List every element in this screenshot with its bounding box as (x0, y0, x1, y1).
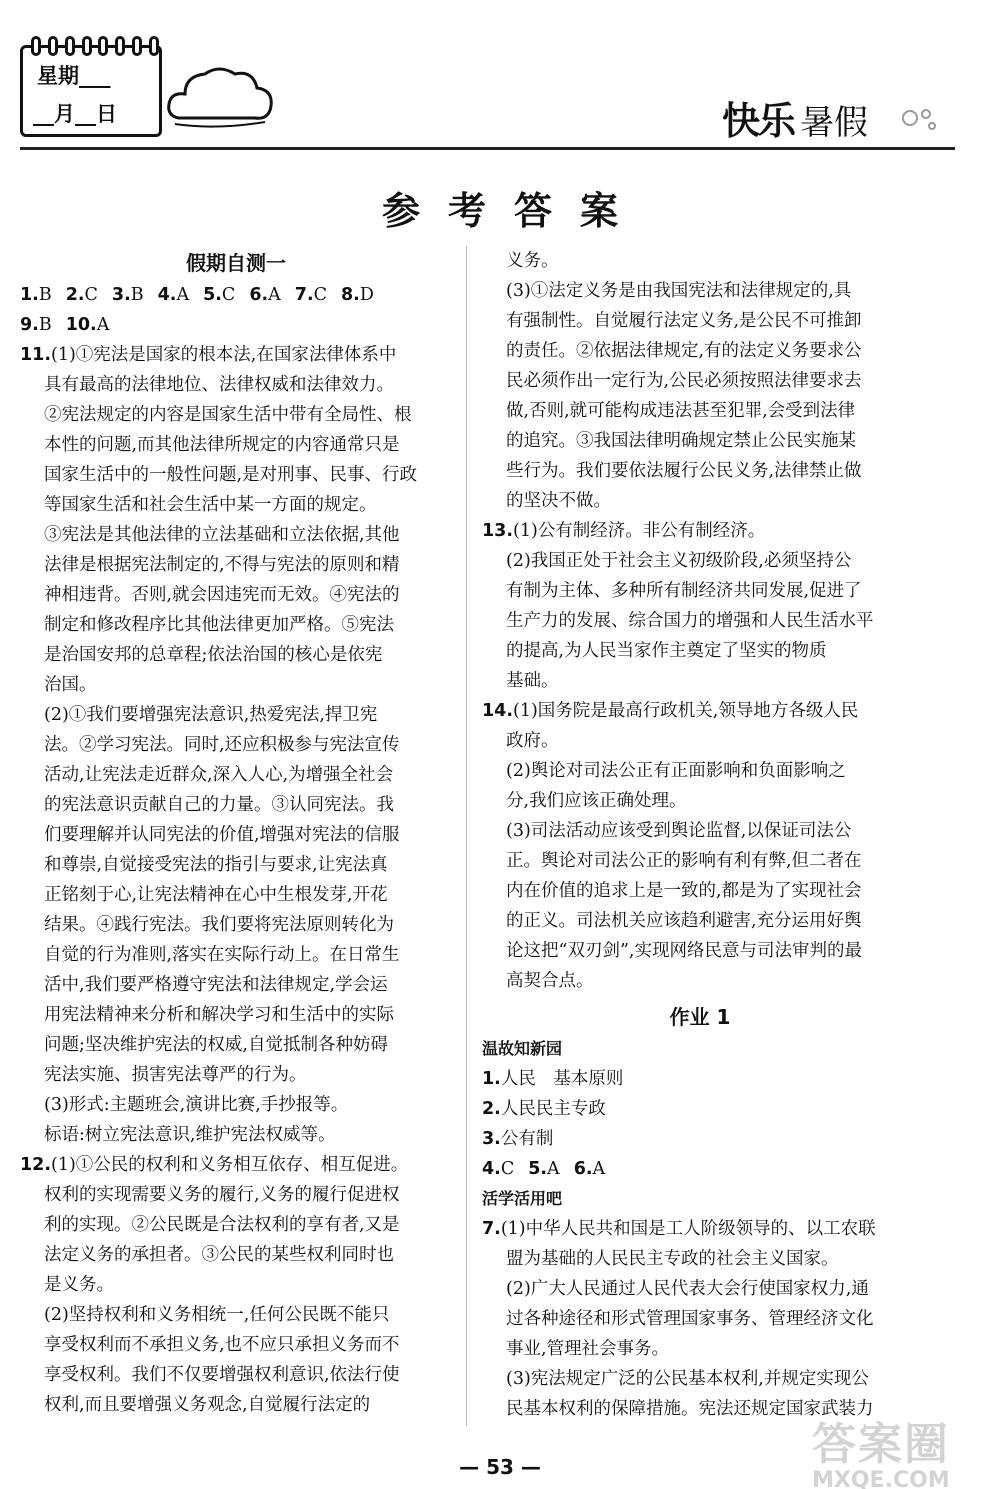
answer-text: (1)中华人民共和国是工人阶级领导的、以工农联 (500, 1219, 876, 1239)
question-number: 8. (341, 285, 360, 305)
answer-line: 是治国安邦的总章程;依法治国的核心是依宪 (44, 645, 383, 665)
answer-line: 宪法实施、损害宪法尊严的行为。 (44, 1065, 307, 1085)
answer-line: (2)①我们要增强宪法意识,热爱宪法,捍卫宪 (44, 705, 378, 725)
brand-logo (722, 90, 868, 150)
answer-line: 权利,而且要增强义务观念,自觉履行法定的 (44, 1395, 371, 1415)
question-number: 6. (249, 285, 269, 305)
page-number: — 53 — (459, 1455, 541, 1479)
answer-line: 活动,让宪法走近群众,深入人心,为增强全社会 (44, 765, 394, 785)
answer-line: 生产力的发展、综合国力的增强和人民生活水平 (506, 611, 874, 631)
brand-main: 快乐 (722, 99, 795, 143)
answer-line: 享受权利而不承担义务,也不应只承担义务而不 (44, 1335, 400, 1355)
cloud-icon (165, 60, 275, 130)
answer-line: 结果。④践行宪法。我们要将宪法原则转化为 (44, 915, 394, 935)
mc-answer (528, 1159, 559, 1179)
question-number: 4. (482, 1159, 501, 1179)
answer-line: 具有最高的法律地位、法律权威和法律效力。 (44, 375, 394, 395)
mc-answer (158, 285, 189, 305)
mc-answer (574, 1159, 605, 1179)
calendar-date: __月__日 (33, 102, 117, 126)
answer-line: 有强制性。自觉履行法定义务,是公民不可推卸 (506, 311, 862, 331)
calendar-rings-icon (31, 36, 159, 56)
answer-line: 的宪法意识贡献自己的力量。③认同宪法。我 (44, 795, 394, 815)
answer-line: (2)舆论对司法公正有正面影响和负面影响之 (506, 761, 846, 781)
answer-line: 法律是根据宪法制定的,不得与宪法的原则和精 (44, 555, 400, 575)
answer-line: (2)广大人民通过人民代表大会行使国家权力,通 (506, 1279, 869, 1299)
answer-line: 的正义。司法机关应该趋利避害,充分运用好舆 (506, 911, 862, 931)
answer-line: 用宪法精神来分析和解决学习和生活中的实际 (44, 1005, 394, 1025)
answer-line: 的提高,为人民当家作主奠定了坚实的物质 (506, 641, 827, 661)
answer-line: (2)坚持权利和义务相统一,任何公民既不能只 (44, 1305, 390, 1325)
review-item (482, 1064, 918, 1094)
header-divider (20, 147, 955, 150)
answer-line: ③宪法是其他法律的立法基础和立法依据,其他 (44, 525, 400, 545)
answer-line: 利的实现。②公民既是合法权利的享有者,又是 (44, 1215, 400, 1235)
answer-line: 国家生活中的一般性问题,是对刑事、民事、行政 (44, 465, 418, 485)
answer-line: (3)宪法规定广泛的公民基本权利,并规定实现公 (506, 1369, 869, 1389)
section-title-test1: 假期自测一 (186, 251, 286, 275)
mc-answers-row2 (20, 310, 452, 340)
question-number: 4. (157, 285, 177, 305)
question-number: 1. (482, 1069, 501, 1089)
question-number: 1. (20, 285, 39, 305)
answer-letter: B (38, 285, 52, 305)
answer-line: 有制为主体、多种所有制经济共同发展,促进了 (506, 581, 862, 601)
answer-line: 等国家生活和社会生活中某一方面的规定。 (44, 495, 377, 515)
section-title-homework1: 作业 1 (669, 1005, 731, 1029)
answer-letter: C (500, 1159, 515, 1179)
answer-line: 法定义务的承担者。③公民的某些权利同时也 (44, 1245, 394, 1265)
mc-answer (20, 285, 52, 305)
answer-text: (1)①公民的权利和义务相互依存、相互促进。 (51, 1155, 409, 1175)
question-14 (482, 696, 918, 996)
mc-answers-row1 (20, 280, 452, 310)
answer-line: 论这把“双刃剑”,实现网络民意与司法审判的最 (506, 941, 862, 961)
review-item (482, 1124, 918, 1154)
question-12 (20, 1150, 452, 1420)
question-number: 14. (482, 701, 514, 721)
subsection-title-apply: 活学活用吧 (482, 1189, 563, 1208)
answer-text: 公有制 (500, 1129, 554, 1149)
left-column (20, 246, 452, 1420)
answer-text: (1)国务院是最高行政机关,领导地方各级人民 (513, 701, 859, 721)
answer-line: 做,否则,就可能构成违法甚至犯罪,会受到法律 (506, 401, 856, 421)
answer-letter: D (359, 285, 374, 305)
answer-line: 们要理解并认同宪法的价值,增强对宪法的信服 (44, 825, 400, 845)
answer-line: 民基本权利的保障措施。宪法还规定国家武装力 (506, 1399, 874, 1419)
answer-line: 过各种途径和形式管理国家事务、管理经济文化 (506, 1309, 874, 1329)
calendar-box (20, 45, 162, 137)
question-11 (20, 340, 452, 1150)
mc-answer (66, 285, 98, 305)
answer-line: 内在价值的追求上是一致的,都是为了实现社会 (506, 881, 862, 901)
review-mc-answers (482, 1154, 918, 1184)
answer-line: 正。舆论对司法公正的影响有利有弊,但二者在 (506, 851, 862, 871)
answer-line: 盟为基础的人民民主专政的社会主义国家。 (506, 1249, 839, 1269)
calendar-weekday: 星期___ (37, 64, 111, 88)
mc-answer (295, 285, 327, 305)
mc-answer (482, 1159, 514, 1179)
page-header (0, 0, 1000, 160)
watermark-url: MXQE.COM (812, 1468, 950, 1489)
answer-line (482, 1214, 918, 1244)
question-number: 7. (482, 1219, 501, 1239)
answer-text: (1)公有制经济。非公有制经济。 (513, 521, 766, 541)
answer-line: 的坚决不做。 (506, 491, 611, 511)
mc-answer (112, 285, 144, 305)
answer-letter: A (176, 285, 190, 305)
answer-line: 制定和修改程序比其他法律更加严格。⑤宪法 (44, 615, 394, 635)
answer-text: 人民民主专政 (500, 1099, 606, 1119)
question-number: 10. (65, 315, 97, 335)
page-title: 参考答案 (381, 189, 646, 233)
mc-answer (249, 285, 280, 305)
answer-line: 的责任。②依据法律规定,有的法定义务要求公 (506, 341, 862, 361)
answer-line: 权利的实现需要义务的履行,义务的履行促进权 (44, 1185, 400, 1205)
answer-line (20, 1150, 452, 1180)
mc-answer (341, 285, 374, 305)
mc-answer (203, 285, 235, 305)
review-answers (482, 1064, 918, 1154)
question-number: 7. (294, 285, 314, 305)
answer-line (482, 516, 918, 546)
answer-line: 高契合点。 (506, 971, 594, 991)
answer-line: 活中,我们要严格遵守宪法和法律规定,学会运 (44, 975, 388, 995)
subsection-title-review: 温故知新园 (482, 1039, 563, 1058)
answer-line: 本性的问题,而其他法律所规定的内容通常只是 (44, 435, 400, 455)
answer-letter: B (38, 315, 52, 335)
answer-line: 正铭刻于心,让宪法精神在心中生根发芽,开花 (44, 885, 388, 905)
question-number: 2. (482, 1099, 501, 1119)
column-divider (466, 246, 467, 1426)
question-number: 5. (528, 1159, 548, 1179)
answer-line: (3)①法定义务是由我国宪法和法律规定的,具 (506, 281, 852, 301)
answer-line (20, 340, 452, 370)
review-item (482, 1094, 918, 1124)
question-number: 11. (20, 345, 52, 365)
question-number: 9. (20, 315, 39, 335)
question-number: 12. (20, 1155, 52, 1175)
answer-line: 分,我们应该正确处理。 (506, 791, 687, 811)
answer-letter: B (130, 285, 144, 305)
answer-text: 人民 基本原则 (500, 1069, 624, 1089)
answer-line: 标语:树立宪法意识,维护宪法权威等。 (44, 1125, 336, 1145)
watermark-text: 答案圈 (812, 1419, 950, 1470)
answer-line: 义务。 (506, 251, 559, 271)
answer-line: 是义务。 (44, 1275, 114, 1295)
answer-letter: C (84, 285, 98, 305)
answer-line: (2)我国正处于社会主义初级阶段,必须坚持公 (506, 551, 852, 571)
answer-line: 治国。 (44, 675, 97, 695)
watermark-logo (812, 1408, 982, 1489)
question-number: 3. (111, 285, 131, 305)
question-7 (482, 1214, 918, 1424)
answer-line: (3)形式:主题班会,演讲比赛,手抄报等。 (44, 1095, 349, 1115)
answer-letter: C (221, 285, 236, 305)
mc-answer (66, 315, 110, 335)
answer-line: 基础。 (506, 671, 559, 691)
answer-line: (3)司法活动应该受到舆论监督,以保证司法公 (506, 821, 852, 841)
question-number: 2. (65, 285, 85, 305)
answer-letter: A (96, 315, 110, 335)
answer-line: 和尊崇,自觉接受宪法的指引与要求,让宪法真 (44, 855, 388, 875)
answer-line: 享受权利。我们不仅要增强权利意识,依法行使 (44, 1365, 400, 1385)
question-number: 6. (573, 1159, 593, 1179)
answer-letter: A (592, 1159, 606, 1179)
question-number: 3. (482, 1129, 501, 1149)
answer-line: 的追究。③我国法律明确规定禁止公民实施某 (506, 431, 856, 451)
sparkle-icon (900, 104, 940, 134)
question-12-continued (482, 246, 918, 516)
answer-line: ②宪法规定的内容是国家生活中带有全局性、根 (44, 405, 412, 425)
answer-line (482, 696, 918, 726)
answer-line: 问题;坚决维护宪法的权威,自觉抵制各种妨碍 (44, 1035, 388, 1055)
answer-line: 些行为。我们要依法履行公民义务,法律禁止做 (506, 461, 862, 481)
brand-sub: 暑假 (800, 103, 869, 143)
question-number: 5. (203, 285, 222, 305)
right-column (482, 246, 918, 1424)
answer-line: 政府。 (506, 731, 559, 751)
answer-letter: A (268, 285, 281, 305)
question-number: 13. (482, 521, 514, 541)
answer-line: 法。②学习宪法。同时,还应积极参与宪法宣传 (44, 735, 400, 755)
answer-line: 神相违背。否则,就会因违宪而无效。④宪法的 (44, 585, 400, 605)
mc-answer (20, 315, 52, 335)
answer-line: 民必须作出一定行为,公民必须按照法律要求去 (506, 371, 862, 391)
question-13 (482, 516, 918, 696)
answer-line: 事业,管理社会事务。 (506, 1339, 670, 1359)
answer-line: 自觉的行为准则,落实在实际行动上。在日常生 (44, 945, 400, 965)
answer-text: (1)①宪法是国家的根本法,在国家法律体系中 (51, 345, 397, 365)
answer-letter: C (313, 285, 327, 305)
answer-letter: A (547, 1159, 560, 1179)
